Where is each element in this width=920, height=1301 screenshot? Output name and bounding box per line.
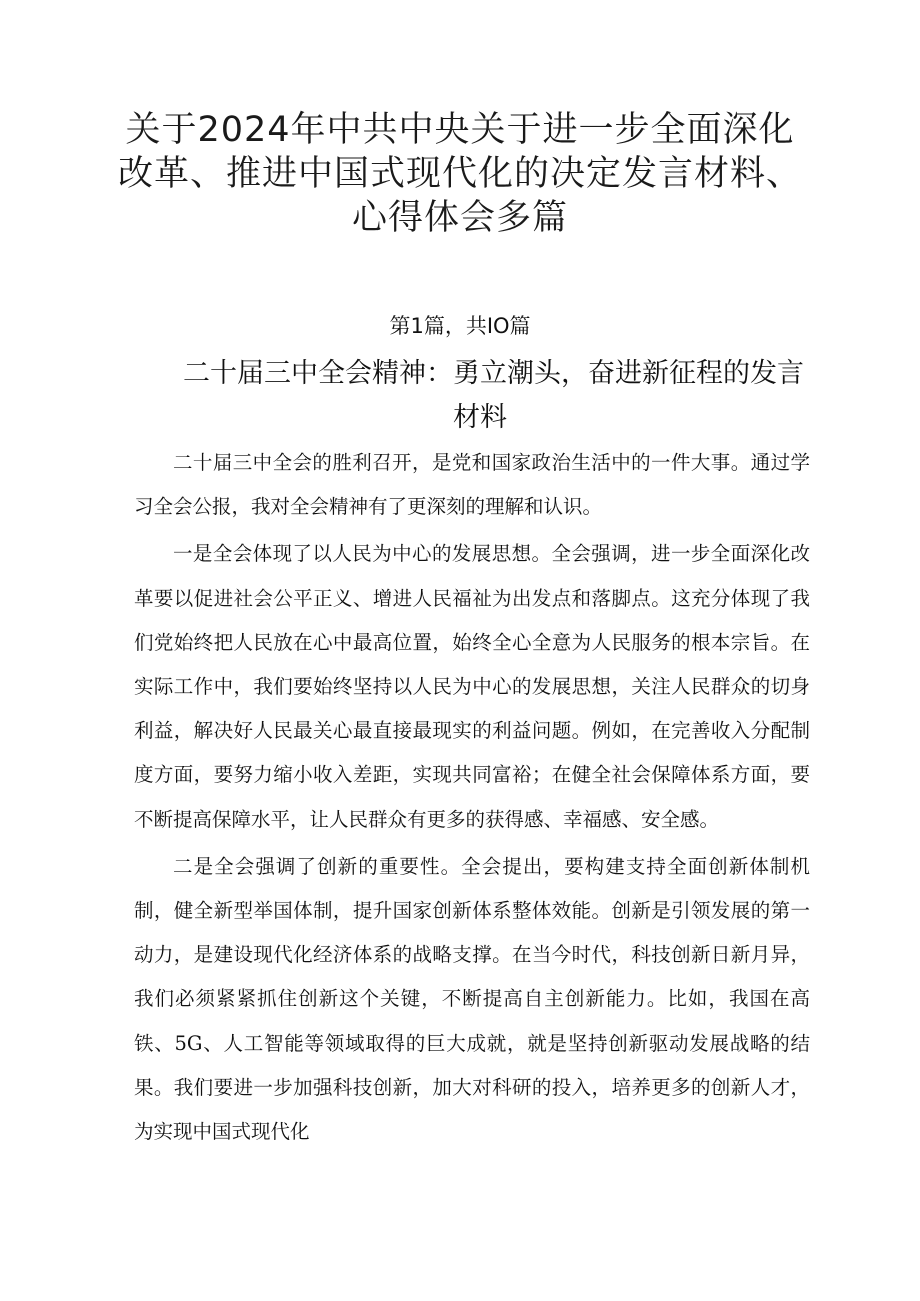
body-paragraph-2: 一是全会体现了以人民为中心的发展思想。全会强调，进一步全面深化改革要以促进社会公平正义、增进人民福祉为出发点和落脚点。这充分体现了我们党始终把人民放在心中最高位置，始终全心全意为人民服务的根本宗旨。在实际工作中，我们要始终坚持以人民为中心的发展思想，关注人民群众的切身利益，解决好人民最关心最直接最现实的利益问题。例如，在完善收入分配制度方面，要努力缩小收入差距，实现共同富裕；在健全社会保障体系方面，要不断提高保障水平，让人民群众有更多的获得感、幸福感、安全感。 (134, 542, 810, 831)
section-title (135, 352, 835, 440)
document-title-line-1: 关于2024年中共中央关于进一步全面深化 (125, 110, 795, 150)
section-title-line-2: 材料 (453, 402, 507, 433)
part-label: 第1篇，共IO篇 (389, 314, 531, 338)
section-title-line-1: 二十届三中全会精神：勇立潮头，奋进新征程的发言 (183, 358, 804, 389)
body-paragraph-1: 二十届三中全会的胜利召开，是党和国家政治生活中的一件大事。通过学习全会公报，我对全会精神有了更深刻的理解和认识。 (134, 451, 810, 519)
document-title-line-2: 改革、推进中国式现代化的决定发言材料、 (117, 154, 802, 194)
body-paragraph-3: 二是全会强调了创新的重要性。全会提出，要构建支持全面创新体制机制，健全新型举国体制，提升国家创新体系整体效能。创新是引领发展的第一动力，是建设现代化经济体系的战略支撑。在当今时代，科技创新日新月异，我们必须紧紧抓住创新这个关键，不断提高自主创新能力。比如，我国在高铁、5G、人工智能等领域取得的巨大成就，就是坚持创新驱动发展战略的结果。我们要进一步加强科技创新，加大对科研的投入，培养更多的创新人才，为实现中国式现代化 (134, 854, 810, 1144)
body-text (134, 441, 810, 1154)
document-title (100, 108, 820, 240)
document-title-line-3: 心得体会多篇 (351, 198, 568, 238)
